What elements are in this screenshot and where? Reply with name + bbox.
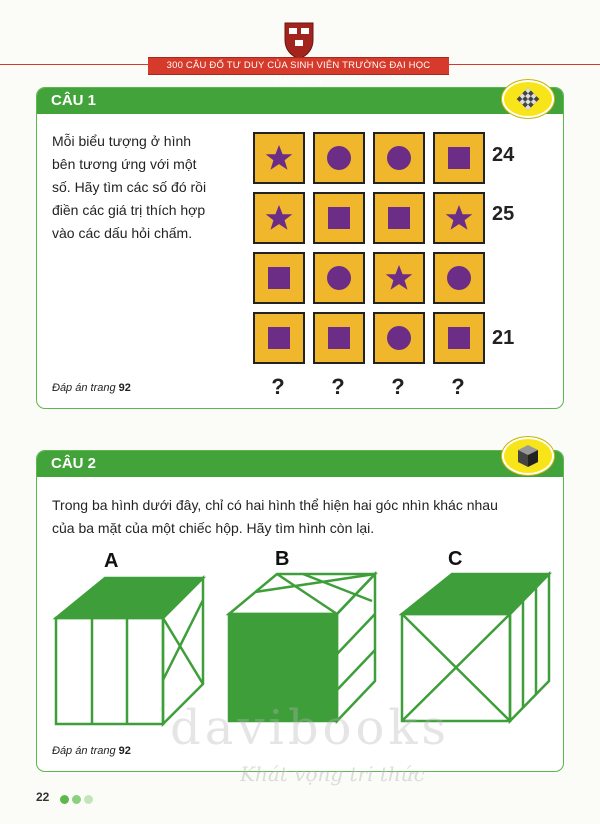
row-sum-2: 25 (492, 203, 515, 225)
page-dots (60, 791, 96, 809)
question-1-title: CÂU 1 (51, 92, 97, 109)
q1-line: bên tương ứng với một (52, 156, 197, 172)
figure-label-c: C (448, 548, 463, 570)
book-title-banner: 300 CÂU ĐỐ TƯ DUY CỦA SINH VIÊN TRƯỜNG ĐẠI HỌC HARVARD (148, 57, 449, 75)
dot (72, 795, 81, 804)
answer-label: Đáp án trang (52, 745, 116, 757)
answer-page: 92 (118, 382, 131, 394)
q2-line: Trong ba hình dưới đây, chỉ có hai hình thể hiện hai góc nhìn khác nhau (52, 497, 498, 513)
q1-line: điền các giá trị thích hợp (52, 202, 206, 218)
dot (60, 795, 69, 804)
q1-line: vào các dấu hỏi chấm. (52, 225, 193, 241)
row-sum-1: 24 (492, 144, 515, 166)
cube-figure-c (402, 574, 549, 721)
watermark-brand: davibooks (170, 700, 451, 756)
figure-label-b: B (275, 548, 290, 570)
figure-label-a: A (104, 550, 119, 572)
column-question-mark: ? (451, 374, 465, 399)
column-question-mark: ? (331, 374, 345, 399)
q2-line: của ba mặt của một chiếc hộp. Hãy tìm hình còn lại. (52, 520, 375, 536)
watermark-slogan: Khát vọng tri thức (240, 762, 425, 786)
answer-page: 92 (118, 745, 131, 757)
answer-label: Đáp án trang (52, 382, 116, 394)
q1-line: số. Hãy tìm các số đó rồi (52, 179, 207, 195)
column-question-mark: ? (391, 374, 405, 399)
question-2-title: CÂU 2 (51, 455, 97, 472)
dot (84, 795, 93, 804)
page-number: 22 (36, 790, 50, 804)
q1-line: Mỗi biểu tượng ở hình (52, 133, 192, 149)
question-2-answer-ref (52, 745, 131, 757)
cube-figure-b (229, 574, 375, 721)
column-question-mark: ? (271, 374, 285, 399)
row-sum-4: 21 (492, 327, 515, 349)
